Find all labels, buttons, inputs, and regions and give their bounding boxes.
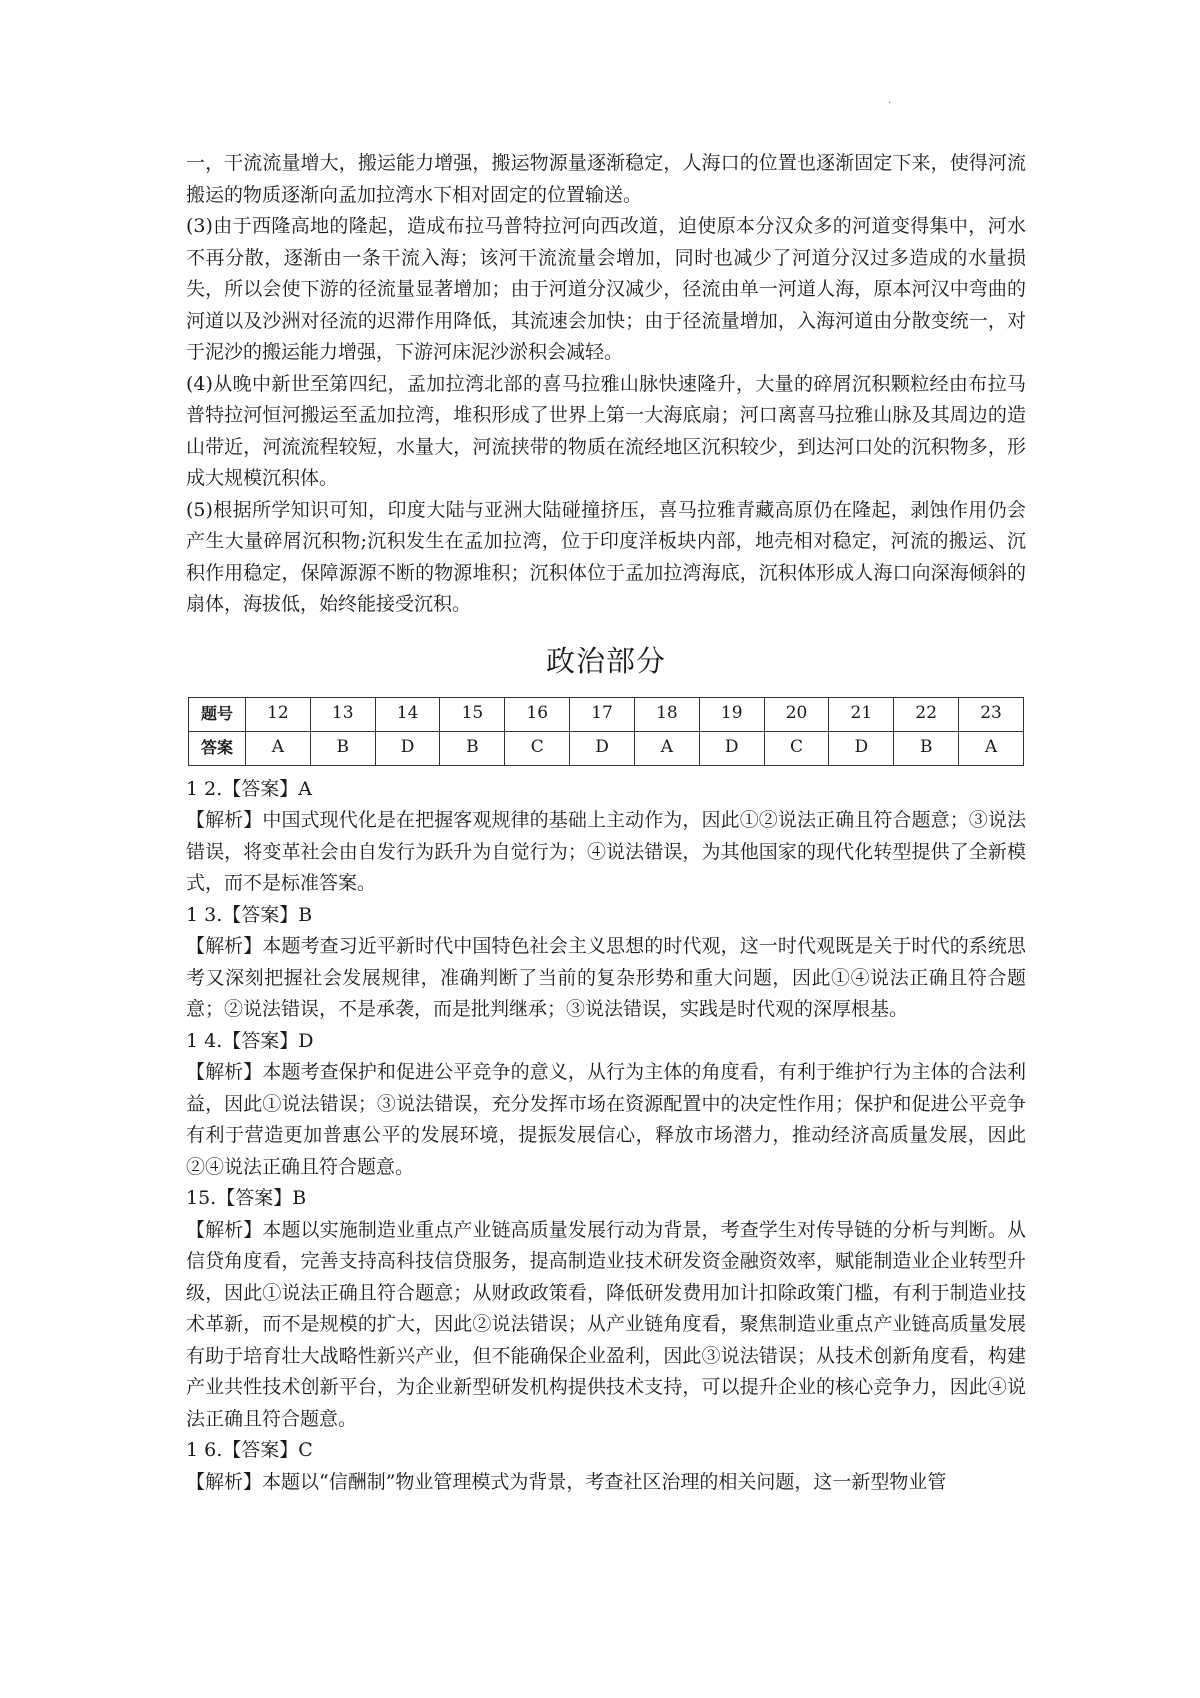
geo-paragraph: (4)从晚中新世至第四纪，孟加拉湾北部的喜马拉雅山脉快速隆升，大量的碎屑沉积颗粒经由布拉马普特拉河恒河搬运至孟加拉湾，堆积形成了世界上第一大海底扇；河口离喜马拉雅山脉及其周边的造山带近，河流流程较短，水量大，河流挟带的物质在流经地区沉积较少，到达河口处的沉积物多，形成大规模沉积体。 [186,372,1026,489]
question-number-cell: 12 [246,697,311,731]
answer-cell: B [440,731,505,765]
answer-line: 1 3.【答案】B [186,903,313,926]
answer-cell: A [959,731,1024,765]
answer-cell: D [570,731,635,765]
geo-paragraph: (3)由于西隆高地的隆起，造成布拉马普特拉河向西改道，迫使原本分汉众多的河道变得集中，河水不再分散，逐渐由一条干流入海；该河干流流量会增加，同时也减少了河道分汉过多造成的水量损失，所以会使下游的径流量显著增加；由于河道分汉减少，径流由单一河道人海，原本河汉中弯曲的河道以及沙洲对径流的迟滞作用降低，其流速会加快；由于径流量增加，入海河道由分散变统一，对于泥沙的搬运能力增强，下游河床泥沙淤积会减轻。 [186,215,1026,363]
answer-cell: B [894,731,959,765]
answer-table [188,697,1024,766]
analysis-paragraph: 【解析】中国式现代化是在把握客观规律的基础上主动作为，因此①②说法正确且符合题意；③说法错误，将变革社会由自发行为跃升为自觉行为；④说法错误，为其他国家的现代化转型提供了全新模式，而不是标准答案。 [186,809,1026,894]
answer-row [189,731,1024,765]
answer-line: 1 4.【答案】D [186,1029,314,1052]
corner-mark: · [888,98,892,109]
analysis-paragraph: 【解析】本题以“信酬制”物业管理模式为背景，考查社区治理的相关问题，这一新型物业管 [186,1470,947,1493]
question-number-cell: 19 [699,697,764,731]
answer-line: 1 2.【答案】A [186,777,312,800]
row-header: 题号 [189,697,246,731]
question-number-cell: 21 [829,697,894,731]
question-number-cell: 23 [959,697,1024,731]
answer-cell: D [375,731,440,765]
answer-line: 1 6.【答案】C [186,1439,313,1461]
analysis-paragraph: 【解析】本题考查保护和促进公平竞争的意义，从行为主体的角度看，有利于维护行为主体的合法利益，因此①说法错误；③说法错误，充分发挥市场在资源配置中的决定性作用；保护和促进公平竞争有利于营造更加普惠公平的发展环境，提振发展信心，释放市场潜力，推动经济高质量发展，因此②④说法正确且符合题意。 [186,1061,1026,1178]
geo-paragraph: (5)根据所学知识可知，印度大陆与亚洲大陆碰撞挤压，喜马拉雅青藏高原仍在隆起，剥蚀作用仍会产生大量碎屑沉积物;沉积发生在孟加拉湾，位于印度洋板块内部，地壳相对稳定，河流的搬运、沉积作用稳定，保障源源不断的物源堆积；沉积体位于孟加拉湾海底，沉积体形成人海口向深海倾斜的扇体，海拔低，始终能接受沉积。 [186,498,1026,615]
answer-cell: A [246,731,311,765]
section-title: 政治部分 [545,643,666,678]
document-page [186,148,1026,1498]
answer-cell: C [505,731,570,765]
answer-cell: D [829,731,894,765]
answer-cell: C [764,731,829,765]
answer-cell: D [699,731,764,765]
question-number-cell: 17 [570,697,635,731]
question-number-cell: 15 [440,697,505,731]
answer-line: 15.【答案】B [186,1187,307,1209]
geo-paragraph: 一，干流流量增大，搬运能力增强，搬运物源量逐渐稳定，人海口的位置也逐渐固定下来，使得河流搬运的物质逐渐向孟加拉湾水下相对固定的位置输送。 [186,152,1026,206]
analysis-paragraph: 【解析】本题考查习近平新时代中国特色社会主义思想的时代观，这一时代观既是关于时代的系统思考又深刻把握社会发展规律，准确判断了当前的复杂形势和重大问题，因此①④说法正确且符合题意；②说法错误，不是承袭，而是批判继承；③说法错误，实践是时代观的深厚根基。 [186,935,1026,1020]
question-number-cell: 13 [310,697,375,731]
question-number-cell: 18 [634,697,699,731]
question-number-cell: 14 [375,697,440,731]
row-header: 答案 [189,731,246,765]
answer-cell: A [634,731,699,765]
question-number-cell: 16 [505,697,570,731]
question-number-cell: 20 [764,697,829,731]
analysis-paragraph: 【解析】本题以实施制造业重点产业链高质量发展行动为背景，考查学生对传导链的分析与判断。从信贷角度看，完善支持高科技信贷服务，提高制造业技术研发资金融资效率，赋能制造业企业转型升级，因此①说法正确且符合题意；从财政政策看，降低研发费用加计扣除政策门槛，有利于制造业技术革新，而不是规模的扩大，因此②说法错误；从产业链角度看，聚焦制造业重点产业链高质量发展有助于培育壮大战略性新兴产业，但不能确保企业盈利，因此③说法错误；从技术创新角度看，构建产业共性技术创新平台，为企业新型研发机构提供技术支持，可以提升企业的核心竞争力，因此④说法正确且符合题意。 [186,1218,1026,1430]
answer-cell: B [310,731,375,765]
question-number-cell: 22 [894,697,959,731]
question-number-row [189,697,1024,731]
